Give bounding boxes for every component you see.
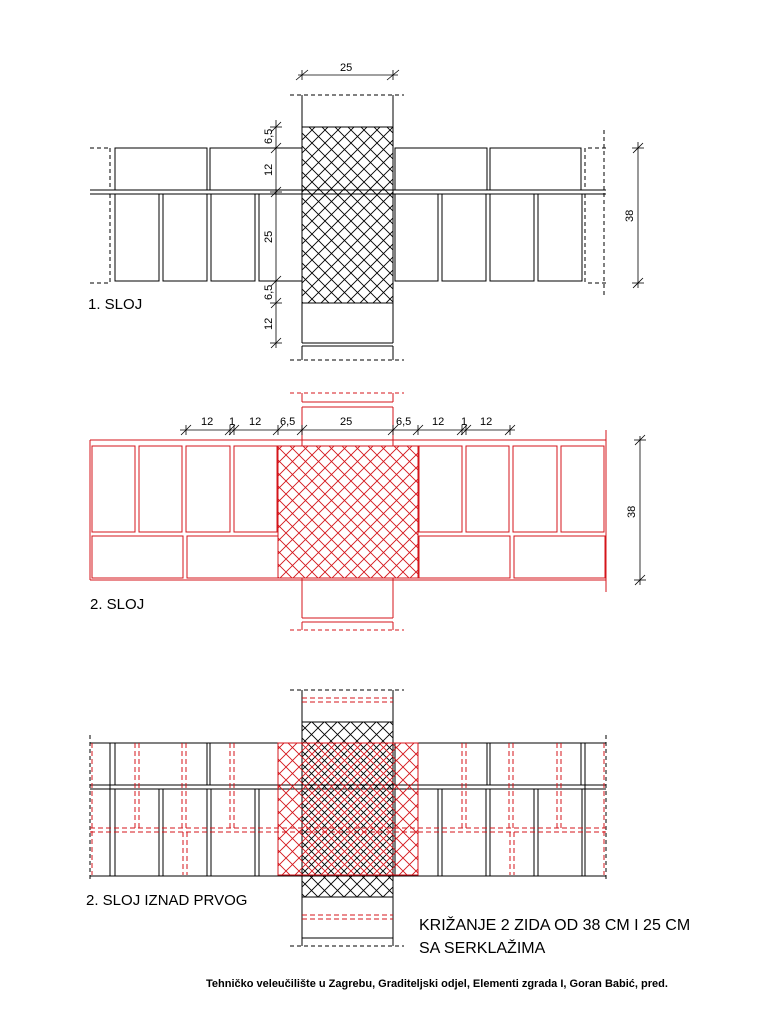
layer1-label: 1. SLOJ xyxy=(88,296,143,313)
overlay-label: 2. SLOJ IZNAD PRVOG xyxy=(86,892,248,909)
caption-line2: SA SERKLAŽIMA xyxy=(419,940,546,957)
dim-layer1-top: 25 xyxy=(340,62,353,74)
dim-l1-v0: 6,5 xyxy=(263,128,275,144)
dim-l2-h0: 12 xyxy=(201,416,214,428)
layer2-drawing xyxy=(90,393,606,630)
dim-l1-v2: 25 xyxy=(263,230,275,243)
dim-l2-h3: 6,5 xyxy=(280,416,296,428)
layer1-drawing xyxy=(90,95,606,360)
dim-l2-h4: 25 xyxy=(340,416,353,428)
dim-layer2-thickness: 38 xyxy=(626,505,638,518)
dim-layer1-thickness: 38 xyxy=(624,209,636,222)
dim-l1-v4: 12 xyxy=(263,317,275,330)
layer2-label: 2. SLOJ xyxy=(90,596,145,613)
dim-l2-h2: 12 xyxy=(249,416,262,428)
dim-l2-h1: 1 xyxy=(229,416,236,428)
dim-l1-v1: 12 xyxy=(263,163,275,176)
layer2-horizontal-dim-labels xyxy=(201,416,492,428)
footer-credit: Tehničko veleučilište u Zagrebu, Graditeljski odjel, Elementi zgrada I, Goran Babić, pred. xyxy=(206,978,668,990)
caption-line1: KRIŽANJE 2 ZIDA OD 38 CM I 25 CM xyxy=(419,917,691,934)
layer2-tie-column xyxy=(278,446,418,578)
dim-l2-h7: 1 xyxy=(461,416,468,428)
dim-l2-h6: 12 xyxy=(432,416,445,428)
dim-l2-h5: 6,5 xyxy=(396,416,412,428)
dim-l2-h8: 12 xyxy=(480,416,493,428)
layer1-tie-column xyxy=(302,127,393,303)
layer1-vertical-dim-labels xyxy=(263,129,275,330)
dim-l1-v3: 6,5 xyxy=(263,284,275,300)
